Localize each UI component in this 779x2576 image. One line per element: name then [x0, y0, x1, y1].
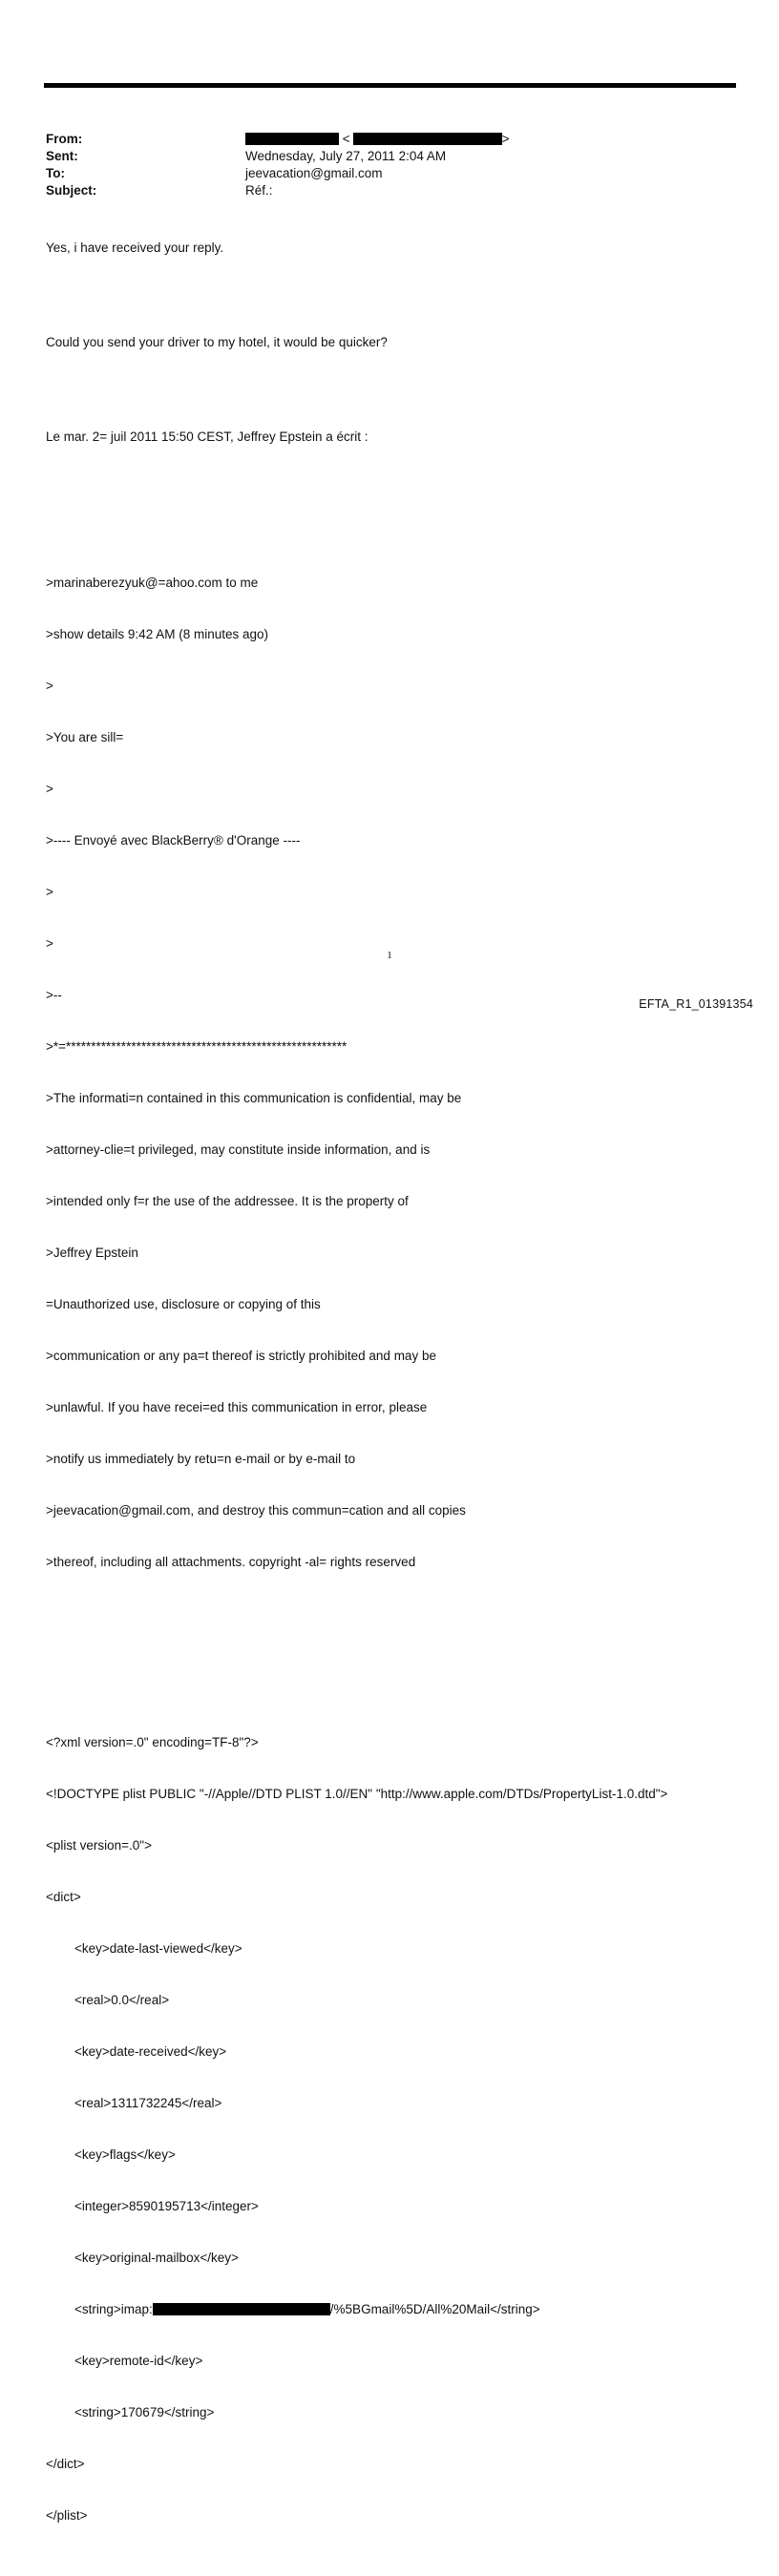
xml-block	[46, 1700, 667, 2559]
subject-label: Subject:	[46, 183, 97, 198]
xml-line: <key>date-last-viewed</key>	[46, 1941, 242, 1956]
body-paragraph: Yes, i have received your reply.	[46, 241, 224, 255]
body-paragraph: Le mar. 2= juil 2011 15:50 CEST, Jeffrey Epstein a écrit :	[46, 429, 368, 444]
quoted-line: =Unauthorized use, disclosure or copying of this	[46, 1297, 321, 1311]
quoted-line: >	[46, 885, 53, 899]
quoted-line: >	[46, 782, 53, 796]
xml-line: <key>remote-id</key>	[46, 2354, 203, 2368]
quoted-line: >unlawful. If you have recei=ed this communication in error, please	[46, 1400, 428, 1414]
xml-imap-suffix: /%5BGmail%5D/All%20Mail</string>	[329, 2302, 540, 2316]
sent-value: Wednesday, July 27, 2011 2:04 AM	[245, 149, 447, 163]
quoted-line: >The informati=n contained in this communication is confidential, may be	[46, 1091, 462, 1105]
quoted-line: >	[46, 679, 53, 693]
xml-imap-prefix: <string>imap:	[46, 2302, 153, 2316]
xml-line: <plist version=.0">	[46, 1838, 152, 1853]
quoted-line: >show details 9:42 AM (8 minutes ago)	[46, 627, 269, 641]
page-number: 1	[387, 950, 392, 961]
redaction-box	[245, 133, 339, 145]
quoted-line: >marinaberezyuk@=ahoo.com to me	[46, 576, 259, 590]
xml-line: <key>original-mailbox</key>	[46, 2251, 239, 2265]
quoted-line: >*=********************************************************	[46, 1039, 347, 1054]
header-rule	[44, 83, 736, 88]
quoted-line: >communication or any pa=t thereof is strictly prohibited and may be	[46, 1349, 436, 1363]
xml-line: <dict>	[46, 1890, 81, 1904]
quoted-line: >thereof, including all attachments. copyright -al= rights reserved	[46, 1555, 416, 1569]
xml-line: </dict>	[46, 2457, 85, 2471]
quoted-line: >	[46, 936, 53, 951]
from-close-bracket: >	[501, 132, 510, 146]
xml-line: <!DOCTYPE plist PUBLIC "-//Apple//DTD PLIST 1.0//EN" "http://www.apple.com/DTDs/PropertyList-1.0.dtd">	[46, 1787, 668, 1801]
quoted-line: >notify us immediately by retu=n e-mail or by e-mail to	[46, 1452, 356, 1466]
to-value: jeevacation@gmail.com	[245, 166, 383, 180]
xml-line: <integer>8590195713</integer>	[46, 2199, 259, 2213]
from-label: From:	[46, 132, 83, 146]
redaction-box	[153, 2303, 330, 2315]
message-body	[46, 205, 667, 2576]
xml-imap-line	[46, 2301, 667, 2318]
quoted-line: >---- Envoyé avec BlackBerry® d'Orange ----	[46, 833, 301, 848]
subject-value: Réf.:	[245, 183, 273, 198]
xml-line: <real>0.0</real>	[46, 1993, 170, 2007]
quoted-block	[46, 540, 667, 1605]
quoted-line: >jeevacation@gmail.com, and destroy this commun=cation and all copies	[46, 1503, 466, 1518]
xml-line: <real>1311732245</real>	[46, 2096, 222, 2110]
from-open-bracket: <	[342, 132, 350, 146]
quoted-line: >--	[46, 988, 62, 1002]
xml-line: <key>flags</key>	[46, 2147, 176, 2162]
xml-line: </plist>	[46, 2508, 88, 2523]
xml-line: <string>170679</string>	[46, 2405, 215, 2419]
quoted-line: >You are sill=	[46, 730, 124, 744]
document-id: EFTA_R1_01391354	[639, 997, 753, 1011]
sent-label: Sent:	[46, 149, 78, 163]
xml-line: <?xml version=.0" encoding=TF-8"?>	[46, 1735, 259, 1749]
quoted-line: >intended only f=r the use of the addressee. It is the property of	[46, 1194, 409, 1208]
to-label: To:	[46, 166, 65, 180]
from-value	[245, 131, 510, 148]
quoted-line: >attorney-clie=t privileged, may constitute inside information, and is	[46, 1142, 431, 1157]
body-paragraph: Could you send your driver to my hotel, it would be quicker?	[46, 335, 388, 349]
redaction-box	[353, 133, 502, 145]
xml-line: <key>date-received</key>	[46, 2044, 227, 2059]
quoted-line: >Jeffrey Epstein	[46, 1246, 138, 1260]
